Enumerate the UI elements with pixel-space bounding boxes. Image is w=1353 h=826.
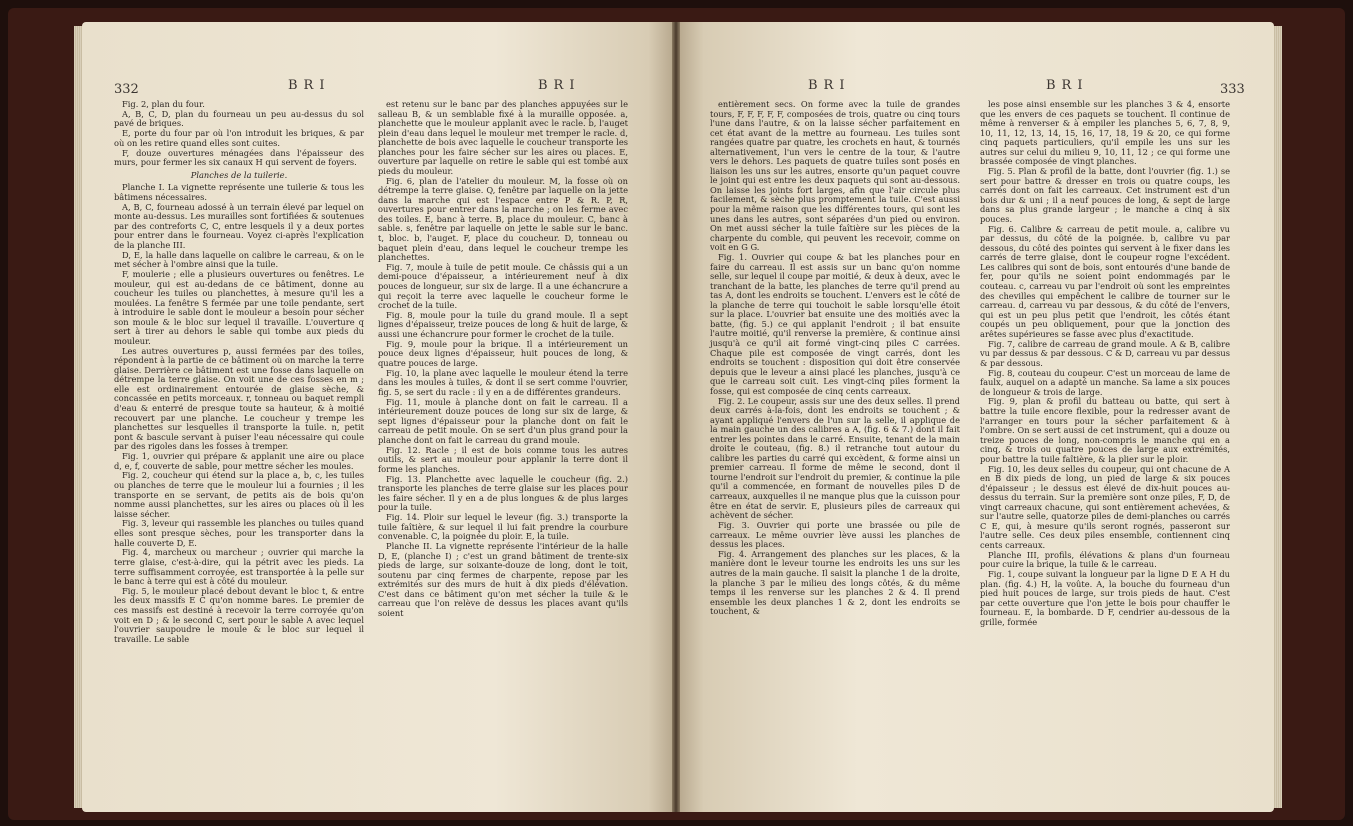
paragraph: Fig. 9, plan & profil du batteau ou batte, qui sert à battre la tuile encore flexible, pour la redresser avant de l'arranger en tours pour la sécher parfaitement & à l'ombre. On se sert aussi de cet instrument, qui a douze ou treize pouces de long, non-compris le manche qui en a cinq, & trois ou quatre pouces de large aux extrémités, pour battre la tuile faîtière, & la plier sur le ploir. [980,396,1230,464]
paragraph: E, porte du four par où l'on introduit les briques, & par où on les retire quand elles sont cuites. [114,128,364,148]
text-column [980,100,1230,628]
paragraph: Les autres ouvertures p, aussi fermées par des toiles, répondent à la partie de ce bâtiment où on marche la terre glaise. Derrière ce bâtiment est une fosse dans laquelle on détrempe la terre glaise. On voit une de ces fosses en m ; elle est ordinairement entourée de glaise sèche, & concassée en petits morceaux. r, tonneau ou baquet rempli d'eau & enterré de presque toute sa hauteur, & à moitié recouvert par une planche. Le coucheur y trempe les planchettes sur lesquelles il transporte la tuile. n, petit pont & bascule servant à puiser l'eau nécessaire qui coule par des rigoles dans les fosses à tremper. [114,345,364,452]
paragraph: les pose ainsi ensemble sur les planches 3 & 4, ensorte que les envers de ces paquets se touchent. Il continue de même à renverser & à empiler les planches 5, 6, 7, 8, 9, 10, 11, 12, 13, 14, 15, 16, 17, 18, 19 & 20, ce qui forme cinq paquets particuliers, qu'il empile les uns sur les autres sur celui du milieu 9, 10, 11, 12 ; ce qui forme une brassée composée de vingt planches. [980,99,1230,167]
paragraph: Fig. 1. Ouvrier qui coupe & bat les planches pour en faire du carreau. Il est assis sur un banc qu'on nomme selle, sur lequel il coupe par moitié, & deux à deux, avec le tranchant de la batte, les planches de terre qu'il prend au tas A, dont les endroits se touchent. L'envers est le côté de la planche de terre qui touchoit le sable lorsqu'elle étoit sur la place. L'ouvrier bat ensuite une des moitiés avec la batte, (fig. 5.) ce qui applanit l'endroit ; il bat ensuite l'autre moitié, qu'il renverse la première, & continue ainsi jusqu'à ce qu'il ait formé vingt-cinq piles C carrées. Chaque pile est composée de vingt carrés, dont les endroits se touchent : disposition qui doit être conservée depuis que le leveur a ainsi placé les planches, jusqu'à ce que le carreau soit cuit. Les vingt-cinq piles forment la fosse, qui est composée de cinq cents carreaux. [710,252,960,396]
running-head: BRI [288,78,331,93]
paragraph: Fig. 7, calibre de carreau de grand moule. A & B, calibre vu par dessus & par dessous. C & D, carreau vu par dessus & par dessous. [980,338,1230,368]
page-edges-right [1274,26,1282,808]
paragraph: Fig. 2, plan du four. [122,99,205,109]
page-number: 332 [114,82,139,97]
paragraph: Fig. 12. Racle ; il est de bois comme tous les autres outils, & sert au mouleur pour applanir la terre dont il forme les planches. [378,444,628,474]
paragraph: Planche III, profils, élévations & plans d'un fourneau pour cuire la brique, la tuile & le carreau. [980,549,1230,570]
paragraph: Fig. 6. Calibre & carreau de petit moule. a, calibre vu par dessus, du côté de la poignée. b, calibre vu par dessous, du côté des pointes qui servent à le fixer dans les carrés de terre glaise, dont le coupeur rogne l'excédent. Les calibres qui sont de bois, sont entourés d'une bande de fer, pour qu'ils ne soient point endommagés par le couteau. c, carreau vu par l'endroit où sont les empreintes des chevilles qui empêchent le calibre de tourner sur le carreau. d, carreau vu par dessous, & du côté de l'envers, qui est un peu plus petit que l'endroit, les côtés étant coupés un peu obliquement, pour que la jonction des arêtes supérieures se fasse avec plus d'exactitude. [980,223,1230,339]
paragraph: F, moulerie ; elle a plusieurs ouvertures ou fenêtres. Le mouleur, qui est au-dedans de ce bâtiment, donne au coucheur les tuiles ou planchettes, à mesure qu'il les a moulées. La fenêtre S fermée par une toile pendante, sert à introduire le sable dont le mouleur a besoin pour sécher son moule & le bloc sur lequel il travaille. L'ouverture q sert à tirer au dehors le sable qui tombe aux pieds du mouleur. [114,269,364,346]
text-column [710,100,960,617]
paragraph: Fig. 1, ouvrier qui prépare & applanit une aire ou place d, e, f, couverte de sable, pour mettre sécher les moules. [114,451,364,471]
paragraph: Planche I. La vignette représente une tuilerie & tous les bâtimens nécessaires. [114,182,364,202]
paragraph: Fig. 2, coucheur qui étend sur la place a, b, c, les tuiles ou planches de terre que le mouleur lui a fournies ; il les transporte en se servant, de petits ais de bois qu'on nomme aussi planchettes, sur les aires ou places où il les laisse sécher. [114,470,364,519]
paragraph: Fig. 5, le mouleur placé debout devant le bloc t, & entre les deux massifs E C qu'on nomme bares. Le premier de ces massifs est destiné à recevoir la terre corroyée qu'on voit en D ; & le second C, sert pour le sable A avec lequel l'ouvrier saupoudre le moule & le bloc sur lequel il travaille. Le sable [114,585,364,644]
text-column [114,100,364,644]
paragraph: D, E, la halle dans laquelle on calibre le carreau, & on le met sécher à l'ombre ainsi que la tuile. [114,249,364,270]
paragraph: Fig. 10, les deux selles du coupeur, qui ont chacune de A en B dix pieds de long, un pied de large & six pouces d'épaisseur ; le dessus est élevé de dix-huit pouces au-dessus du terrain. Sur la première sont onze piles, F, D, de vingt carreaux chacune, qui sont entièrement achevées, & sur l'autre selle, quatorze piles de demi-planches ou carrés C E, qui, à mesure qu'ils seront rognés, passeront sur l'autre selle. Ces deux piles ensemble, contiennent cinq cents carreaux. [980,463,1230,550]
paragraph: Planches de la tuilerie. [190,169,288,180]
right-page [680,22,1274,812]
paragraph: Fig. 7, moule à tuile de petit moule. Ce châssis qui a un demi-pouce d'épaisseur, a intérieurement neuf à dix pouces de longueur, sur six de large. Il a une échancrure a qui reçoit la terre avec laquelle le coucheur forme le crochet de la tuile. [378,261,628,311]
paragraph: Fig. 8, couteau du coupeur. C'est un morceau de lame de faulx, auquel on a adapté un manche. Sa lame a six pouces de longueur & trois de large. [980,367,1230,397]
paragraph: Fig. 5. Plan & profil de la batte, dont l'ouvrier (fig. 1.) se sert pour battre & dresser en trois ou quatre coups, les carrés dont on fait les carreaux. Cet instrument est d'un bois dur & uni ; il a neuf pouces de long, & sept de large dans sa plus grande largeur ; le manche a cinq à six pouces. [980,166,1230,224]
paragraph: F, douze ouvertures ménagées dans l'épaisseur des murs, pour fermer les six canaux H qui servent de foyers. [114,147,364,168]
paragraph: Fig. 11, moule à planche dont on fait le carreau. Il a intérieurement douze pouces de long sur six de large, & sept lignes d'épaisseur pour la planche dont on fait le carreau de petit moule. On se sert d'un plus grand pour la planche dont on fait le carreau du grand moule. [378,396,628,445]
paragraph: Fig. 3. Ouvrier qui porte une brassée ou pile de carreaux. Le même ouvrier lève aussi les planches de dessus les places. [710,519,960,550]
paragraph: Fig. 1, coupe suivant la longueur par la ligne D E A H du plan. (fig. 4.) H, la voûte. A, la bouche du fourneau d'un pied huit pouces de large, sur trois pieds de haut. C'est par cette ouverture que l'on jette le bois pour chauffer le fourneau. E, la bombarde. D F, cendrier au-dessous de la grille, formée [980,569,1230,627]
book-gutter [672,22,680,812]
running-head: BRI [538,78,581,93]
paragraph: Fig. 10, la plane avec laquelle le mouleur étend la terre dans les moules à tuiles, & dont il se sert comme l'ouvrier, fig. 5, se sert du racle : il y en a de différentes grandeurs. [378,367,628,397]
page-edges-left [74,26,82,808]
paragraph: Fig. 4, marcheux ou marcheur ; ouvrier qui marche la terre glaise, c'est-à-dire, qui la pétrit avec les pieds. La terre suffisamment corroyée, est transportée à la pelle sur le banc à terre qui est à côté du mouleur. [114,547,364,587]
paragraph: Planche II. La vignette représente l'intérieur de la halle D, E, (planche I) ; c'est un grand bâtiment de trente-six pieds de large, sur soixante-douze de long, dont le toit, soutenu par cinq fermes de charpente, repose par les extrémités sur des murs de huit à dix pieds d'élévation. C'est dans ce bâtiment qu'on met sécher la tuile & le carreau que l'on relève de dessus les places avant qu'ils soient [378,541,628,618]
paragraph: Fig. 3, leveur qui rassemble les planches ou tuiles quand elles sont presque sèches, pour les transporter dans la halle couverte D, E. [114,518,364,548]
paragraph: Fig. 2. Le coupeur, assis sur une des deux selles. Il prend deux carrés à-la-fois, dont les endroits se touchent ; & ayant appliqué l'envers de l'un sur la selle, il applique de la main gauche un des calibres a A, (fig. 6 & 7.) dont il fait entrer les pointes dans le carré. Ensuite, tenant de la main droite le couteau, (fig. 8.) il retranche tout autour du calibre les parties du carré qui excèdent, & forme ainsi un premier carreau. Il forme de même le second, dont il tourne l'endroit sur l'endroit du premier, & continue la pile qu'il a commencée, en formant de nouvelles piles D de carreaux, auxquelles il ne manque plus que la cuisson pour être en état de servir. E, plusieurs piles de carreaux qui achèvent de sécher. [710,395,960,521]
paragraph: Fig. 6, plan de l'atelier du mouleur. M, la fosse où on détrempe la terre glaise. Q, fenêtre par laquelle on la jette dans la marche qui est l'espace entre P & R. P, R, ouvertures pour entrer dans la marche ; on les ferme avec des toiles. E, banc à terre. B, place du mouleur. C, banc à sable. s, fenêtre par laquelle on jette le sable sur le banc. t, bloc. b, l'auget. F, place du coucheur. D, tonneau ou baquet plein d'eau, dans lequel le coucheur trempe les planchettes. [378,175,628,263]
paragraph: Fig. 14. Ploir sur lequel le leveur (fig. 3.) transporte la tuile faîtière, & sur lequel il lui fait prendre la courbure convenable. C, la poignée du ploir. E, la tuile. [378,512,628,542]
page-number: 333 [1220,82,1245,97]
paragraph: est retenu sur le banc par des planches appuyées sur le salleau B, & un semblable fixé à la muraille opposée. a, planchette que le mouleur applanit avec le racle. b, l'auget plein d'eau dans lequel le mouleur met tremper le racle. d, planchette de bois avec laquelle le coucheur transporte les planches pour les faire sécher sur les aires ou places. E, ouverture par laquelle on retire le sable qui est tombé aux pieds du mouleur. [378,99,628,176]
left-page [82,22,672,812]
running-head: BRI [808,78,851,93]
running-head: BRI [1046,78,1089,93]
paragraph: Fig. 13. Planchette avec laquelle le coucheur (fig. 2.) transporte les planches de terre glaise sur les places pour les faire sécher. Il y en a de plus longues & de plus larges pour la tuile. [378,473,628,513]
paragraph: Fig. 4. Arrangement des planches sur les places, & la manière dont le leveur tourne les endroits les uns sur les autres de la main gauche. Il saisit la planche 1 de la droite, la planche 3 par le milieu des longs côtés, & du même temps il les renverse sur les planches 2 & 4. Il prend ensemble les deux planches 1 & 2, dont les endroits se touchent, & [710,548,960,617]
text-column [378,100,628,619]
paragraph: entièrement secs. On forme avec la tuile de grandes tours, F, F, F, F, F, composées de trois, quatre ou cinq tours l'une dans l'autre, & on la laisse sécher parfaitement en cet état avant de la mettre au fourneau. Les tuiles sont rangées quatre par quatre, les crochets en haut, & tournés alternativement, l'un vers le centre de la tour, & l'autre vers le dehors. Les paquets de quatre tuiles sont posés en liaison les uns sur les autres, ensorte qu'un paquet couvre le joint qui est entre les deux paquets qui sont au-dessous. On laisse les joints fort larges, afin que l'air circule plus facilement, & sèche plus promptement la tuile. C'est aussi pour la même raison que les différentes tours, qui sont les unes dans les autres, sont séparées d'un pied ou environ. On met aussi sécher la tuile faîtière sur les pièces de la charpente du comble, qui peuvent les recevoir, comme on voit en G G. [710,99,960,253]
paragraph: A, B, C, D, plan du fourneau un peu au-dessus du sol pavé de briques. [114,108,364,129]
open-book [8,8,1345,820]
paragraph: Fig. 9, moule pour la brique. Il a intérieurement un pouce deux lignes d'épaisseur, huit pouces de long, & quatre pouces de large. [378,338,628,368]
paragraph: A, B, C, fourneau adossé à un terrain élevé par lequel on monte au-dessus. Les murailles sont fortifiées & soutenues par des contreforts C, C, entre lesquels il y a deux portes pour entrer dans le fourneau. Voyez ci-après l'explication de la planche III. [114,201,364,250]
paragraph: Fig. 8, moule pour la tuile du grand moule. Il a sept lignes d'épaisseur, treize pouces de long & huit de large, & aussi une échancrure pour former le crochet de la tuile. [378,309,628,340]
